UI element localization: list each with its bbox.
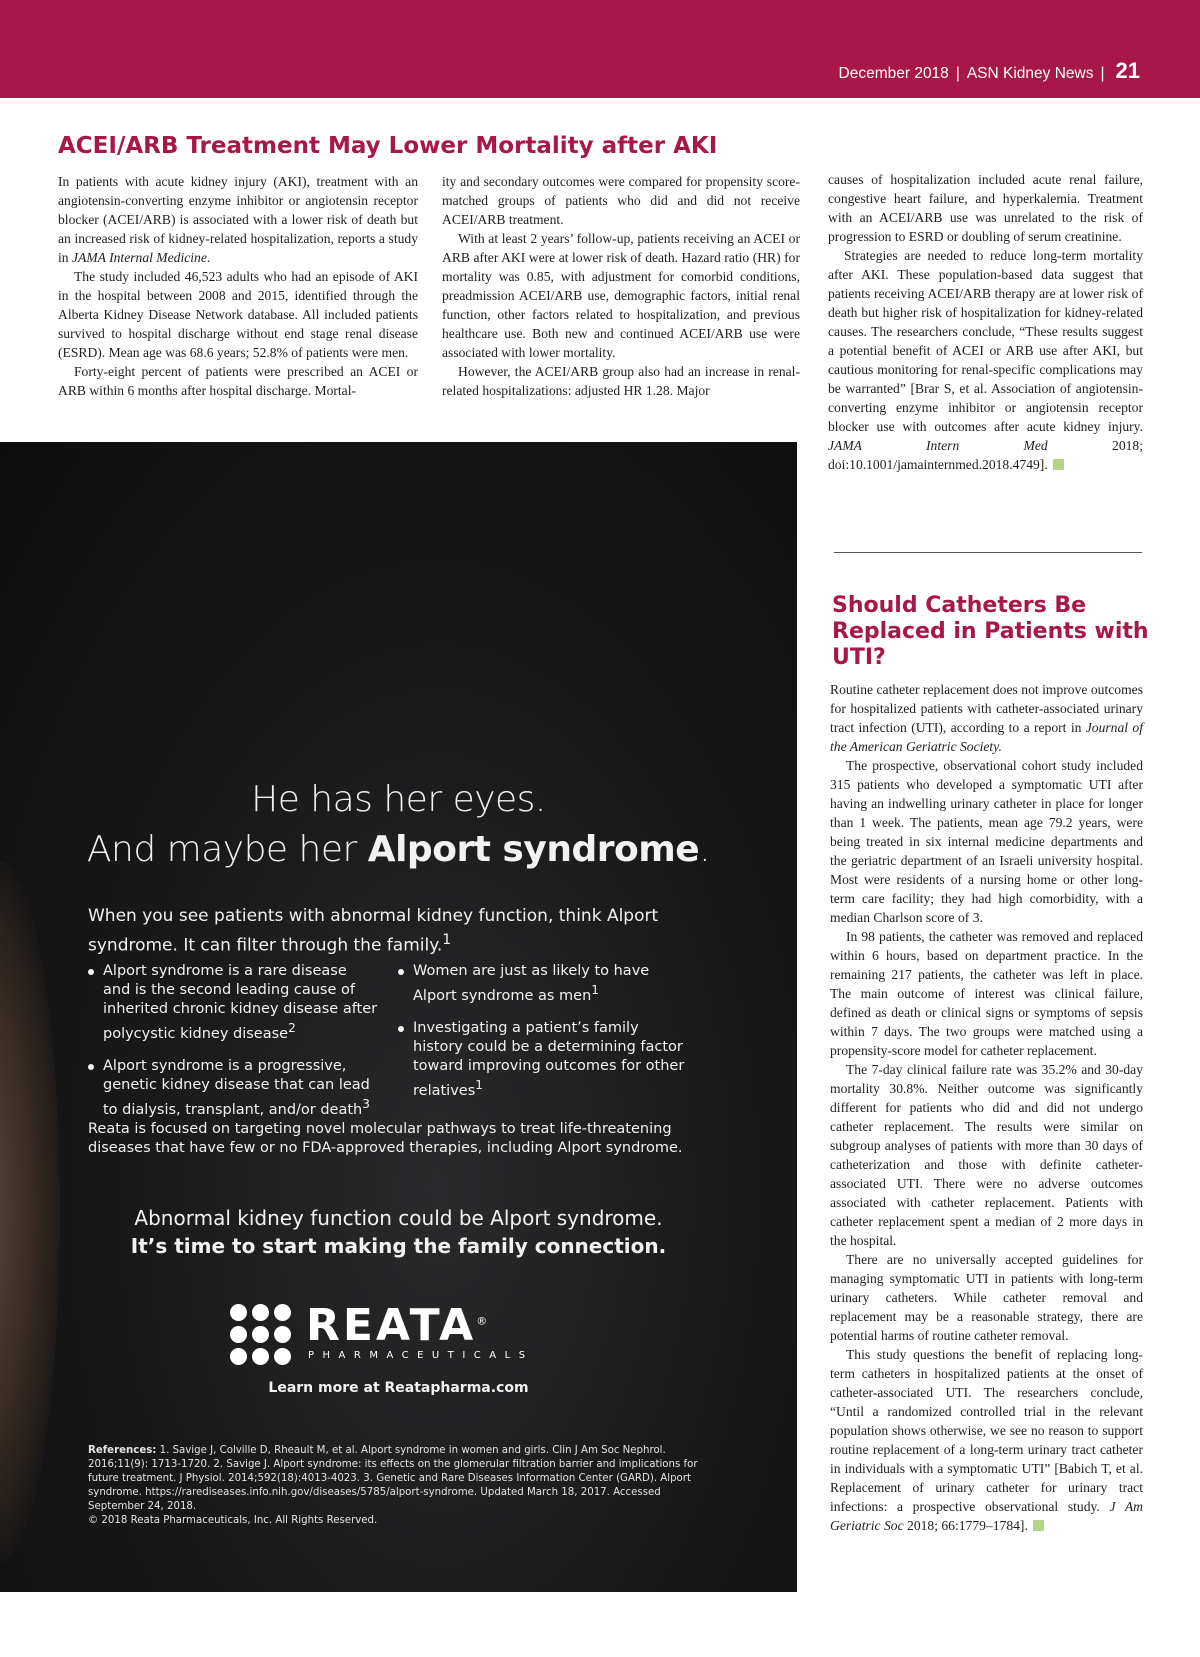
reata-advertisement [0, 442, 797, 1592]
aki-paragraph: However, the ACEI/ARB group also had an increase in renal-related hospitalizations: adjusted HR 1.28. Major [442, 364, 800, 398]
aki-column-2 [442, 172, 800, 400]
ad-bullet: Women are just as likely to have Alport syndrome as men$^1$ [398, 962, 688, 1006]
aki-article-title: ACEI/ARB Treatment May Lower Mortality after AKI [58, 133, 718, 159]
ad-intro: When you see patients with abnormal kidney function, think Alport syndrome. It can filter through the family.$^1$ [88, 906, 659, 956]
publication-name: ASN Kidney News [966, 65, 1094, 82]
running-header [839, 58, 1140, 84]
end-of-article-mark [1053, 459, 1064, 470]
issue-date: December 2018 [838, 65, 949, 82]
ad-tagline-2: It’s time to start making the family connection. [130, 1234, 667, 1258]
reata-logo-wordmark: REATA® [306, 1300, 491, 1351]
ad-bullet: Alport syndrome is a progressive, genetic kidney disease that can lead to dialysis, transplant, and/or death$^3$ [88, 1057, 378, 1120]
header-separator: | [955, 65, 960, 82]
aki-paragraph: The study included 46,523 adults who had an episode of AKI in the hospital between 2008 and 2015, identified through the Alberta Kidney Disease Network database. All included patients survived to hospital discharge without end stage renal disease (ESRD). Mean age was 68.6 years; 52.8% of patients were men. [58, 269, 418, 360]
reata-logo-dots-icon [230, 1304, 292, 1366]
end-of-article-mark [1033, 1520, 1044, 1531]
reata-logo-subtitle: PHARMACEUTICALS [308, 1350, 534, 1361]
aki-column-1 [58, 172, 418, 400]
aki-paragraph: causes of hospitalization included acute renal failure, congestive heart failure, and hyperkalemia. Treatment with an ACEI/ARB use was unrelated to the risk of progression to ESRD or doubling of serum creatinine. [828, 172, 1143, 244]
uti-paragraph: Routine catheter replacement does not improve outcomes for hospitalized patients with catheter-associated urinary tract infection (UTI), according to a report in Journal of the American Geriatric Society. [830, 682, 1143, 754]
article-divider [834, 552, 1142, 553]
aki-paragraph: ity and secondary outcomes were compared for propensity score-matched groups of patients who did and did not receive ACEI/ARB treatment. [442, 174, 800, 227]
aki-paragraph: Forty-eight percent of patients were prescribed an ACEI or ARB within 6 months after hospital discharge. Mortal- [58, 364, 418, 398]
journal-name: JAMA Internal Medicine [71, 250, 207, 265]
uti-paragraph: This study questions the benefit of replacing long-term catheters in hospitalized patients at the onset of catheter-associated UTI. The researchers conclude, “Until a randomized controlled trial in the relevant population shows otherwise, we see no reason to support routine replacement of a long-term urinary tract catheter in individuals with a symptomatic UTI” [Babich T, et al. Replacement of urinary catheter for urinary tract infections: a prospective observational study. J Am Geriatric Soc 2018; 66:1779–1784]. [830, 1347, 1143, 1533]
uti-article-title: Should Catheters Be Replaced in Patients with UTI? [832, 593, 1149, 670]
ad-bullets-right [398, 962, 688, 1114]
ad-copyright: © 2018 Reata Pharmaceuticals, Inc. All Rights Reserved. [88, 1515, 378, 1526]
page-number: 21 [1115, 58, 1140, 83]
journal-name: J Am Geriatric Soc [830, 1499, 1143, 1533]
uti-paragraph: The prospective, observational cohort study included 315 patients who developed a symptomatic UTI after having an indwelling urinary catheter in place for longer than 1 week. The patients, mean age 79.2 years, were being treated in six internal medicine departments and the geriatric department of an Israeli university hospital. Most were residents of a nursing home or other long-term care facility; they had high comorbidity, with a median Charlson score of 3. [830, 758, 1143, 925]
ad-tagline-1: Abnormal kidney function could be Alport syndrome. [134, 1206, 663, 1230]
uti-article-body [830, 680, 1143, 1535]
uti-paragraph: There are no universally accepted guidelines for managing symptomatic UTI in patients with long-term urinary catheters. While catheter removal and replacement may be a reasonable strategy, there are potential harms of routine catheter removal. [830, 1252, 1143, 1343]
header-band [0, 0, 1200, 98]
uti-paragraph: The 7-day clinical failure rate was 35.2% and 30-day mortality 30.8%. Neither outcome was significantly different for patients who did and did not undergo catheter replacement. The results were similar on subgroup analyses of patients with more than 30 days of catheterization and those with definite catheter-associated UTI. There were no adverse outcomes associated with catheter replacement. Patients with catheter replacement spent a median of 2 more days in the hospital. [830, 1062, 1143, 1248]
aki-paragraph: In patients with acute kidney injury (AKI), treatment with an angiotensin-converting enzyme inhibitor or angiotensin receptor blocker (ACEI/ARB) is associated with a lower risk of death but an increased risk of kidney-related hospitalization, reports a study in JAMA Internal Medicine. [58, 174, 418, 265]
ad-references: References: 1. Savige J, Colville D, Rheault M, et al. Alport syndrome in women and girls. Clin J Am Soc Nephrol. 2016;11(9): 1713-1720. 2. Savige J. Alport syndrome: its effects on the glomerular filtration barrier and implications for future treatment. J Physiol. 2014;592(18):4013-4023. 3. Genetic and Rare Diseases Information Center (GARD). Alport syndrome. https://rarediseases.info.nih.gov/diseases/5785/alport-syndrome. Updated March 18, 2017. Accessed September 24, 2018. [88, 1445, 698, 1512]
header-separator: | [1100, 65, 1105, 82]
ad-bullet: Investigating a patient’s family history could be a determining factor toward improving outcomes for other relatives$^1$ [398, 1019, 688, 1101]
journal-name: JAMA Intern Med [828, 438, 1048, 453]
ad-website-link[interactable]: Learn more at Reatapharma.com [268, 1380, 529, 1396]
ad-bullet: Alport syndrome is a rare disease and is the second leading cause of inherited chronic kidney disease after polycystic kidney disease$^2$ [88, 962, 378, 1044]
aki-paragraph: With at least 2 years’ follow-up, patients receiving an ACEI or ARB after AKI were at lower risk of death. Hazard ratio (HR) for mortality was 0.85, with adjustment for comorbid conditions, preadmission ACEI/ARB use, demographic factors, initial renal function, other factors related to hospitalization, and previous healthcare use. Both new and continued ACEI/ARB use were associated with lower mortality. [442, 231, 800, 360]
journal-name: Journal of the American Geriatric Society. [830, 720, 1143, 754]
aki-paragraph: Strategies are needed to reduce long-term mortality after AKI. These population-based data suggest that patients receiving ACEI/ARB therapy are at lower risk of death but higher risk of hospitalization for kidney-related causes. The researchers conclude, “These results suggest a potential benefit of ACEI or ARB use after AKI, but cautious monitoring for renal-specific complications may be warranted” [Brar S, et al. Association of angiotensin-converting enzyme inhibitor or angiotensin receptor blocker use with outcomes after acute kidney injury. JAMA Intern Med 2018; doi:10.1001/jamainternmed.2018.4749]. [828, 248, 1143, 472]
ad-body-text: Reata is focused on targeting novel molecular pathways to treat life-threatening diseases that have few or no FDA-approved therapies, including Alport syndrome. [88, 1121, 683, 1156]
uti-paragraph: In 98 patients, the catheter was removed and replaced within 6 hours, based on department practice. In the remaining 217 patients, the catheter was left in place. The main outcome of interest was clinical failure, defined as death or clinical signs or symptoms of sepsis within 7 days. The two groups were matched using a propensity-score model for catheter replacement. [830, 929, 1143, 1058]
ad-bullets-left [88, 962, 378, 1133]
ad-headline-line-2: And maybe her Alport syndrome. [86, 829, 711, 870]
aki-column-3 [828, 170, 1143, 474]
ad-headline-line-1: He has her eyes. [251, 779, 546, 820]
